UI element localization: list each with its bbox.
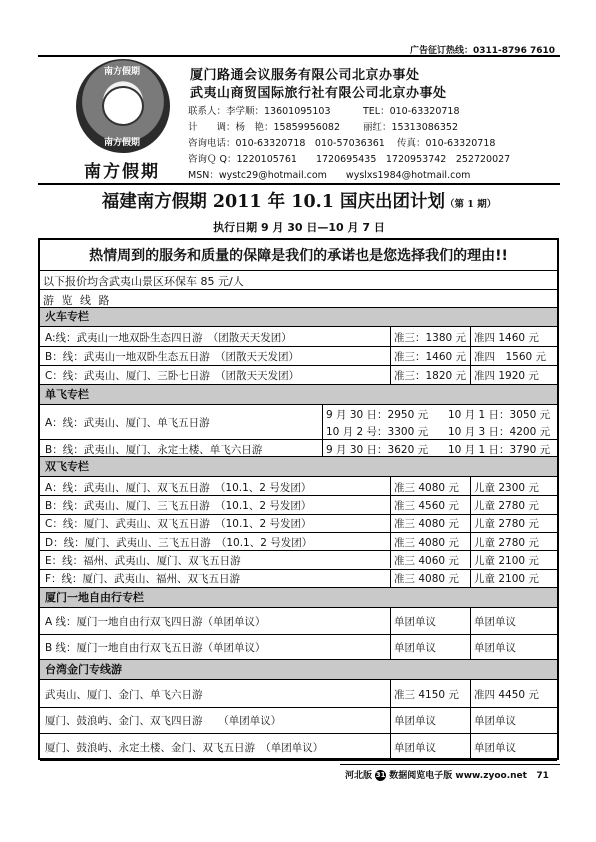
double-price-1: 准三 4560 元 bbox=[394, 499, 459, 512]
free-col-divider bbox=[470, 634, 471, 660]
train-price-1: 准三：1460 元 bbox=[394, 351, 467, 363]
train-col-divider bbox=[390, 365, 391, 384]
train-row-divider bbox=[40, 346, 557, 347]
double-price-1: 准三 4080 元 bbox=[394, 536, 459, 549]
double-price-2: 儿童 2100 元 bbox=[474, 554, 539, 567]
double-col-divider bbox=[470, 550, 471, 568]
double-price-2: 儿童 2780 元 bbox=[474, 536, 539, 549]
single-route: B：线：武夷山、厦门、永定土楼、单飞六日游 bbox=[45, 444, 263, 456]
contact-qq: 咨询Ｑ Q：1220105761 1720695435 1720953742 252720027 bbox=[188, 154, 511, 165]
page-title bbox=[38, 188, 560, 213]
double-row-divider bbox=[40, 550, 557, 551]
section-train: 火车专栏 bbox=[40, 307, 557, 327]
routes-header: 游 览 线 路 bbox=[43, 294, 112, 307]
single-col-divider bbox=[322, 405, 323, 441]
train-price-1: 准三：1380 元 bbox=[394, 332, 467, 344]
taiwan-col-divider bbox=[390, 707, 391, 734]
free-price-1: 单团单议 bbox=[394, 641, 436, 654]
free-col-divider bbox=[470, 608, 471, 634]
contact-planner: 计 调：杨 艳：15859956082 bbox=[188, 122, 340, 133]
contact-msn: MSN：wystc29@hotmail.com wyslxs1984@hotmail.com bbox=[188, 170, 471, 181]
double-row-divider bbox=[40, 495, 557, 496]
issue-number: （第 1 期） bbox=[444, 199, 497, 210]
train-price-2: 准四 1560 元 bbox=[474, 351, 547, 363]
footer-badge: 31 bbox=[375, 771, 386, 779]
taiwan-col-divider bbox=[470, 707, 471, 734]
double-route: B：线：武夷山、厦门、三飞五日游 （10.1、2 号发团） bbox=[45, 499, 312, 512]
free-col-divider bbox=[390, 634, 391, 660]
taiwan-col-divider bbox=[470, 680, 471, 707]
double-col-divider bbox=[470, 477, 471, 495]
slogan: 热情周到的服务和质量的保障是我们的承诺也是您选择我们的理由!! bbox=[40, 242, 557, 271]
single-date-price: 10 月 1 日：3790 元 bbox=[448, 444, 551, 456]
page-number: 71 bbox=[536, 771, 549, 781]
divider bbox=[40, 289, 557, 290]
contact-person: 联系人：李学顺：13601095103 bbox=[188, 106, 331, 117]
double-col-divider bbox=[390, 514, 391, 532]
single-row-divider bbox=[40, 439, 557, 440]
train-col-divider bbox=[470, 346, 471, 365]
contact-phone: 咨询电话：010-63320718 010-57036361 bbox=[188, 138, 385, 149]
free-route: B 线：厦门一地自由行双飞五日游（单团单议） bbox=[45, 641, 266, 654]
double-route: D：线：厦门、武夷山、三飞五日游 （10.1、2 号发团） bbox=[45, 536, 313, 549]
double-col-divider bbox=[470, 495, 471, 513]
title-text: 福建南方假期 2011 年 10.1 国庆出团计划 bbox=[101, 192, 445, 212]
ad-hotline: 广告征订热线：0311-8796 7610 bbox=[410, 46, 556, 56]
taiwan-price-1: 单团单议 bbox=[394, 741, 436, 754]
logo-arc-top: 南方假期 bbox=[104, 67, 141, 77]
taiwan-price-1: 单团单议 bbox=[394, 715, 436, 728]
double-col-divider bbox=[390, 495, 391, 513]
taiwan-price-2: 单团单议 bbox=[474, 715, 516, 728]
double-price-2: 儿童 2300 元 bbox=[474, 481, 539, 494]
double-route: F：线：厦门、武夷山、福州、双飞五日游 bbox=[45, 573, 241, 586]
double-row-divider bbox=[40, 532, 557, 533]
single-col-divider bbox=[322, 439, 323, 456]
single-route: A：线：武夷山、厦门、单飞五日游 bbox=[45, 417, 210, 429]
train-col-divider bbox=[470, 327, 471, 346]
section-single-fly: 单飞专栏 bbox=[40, 384, 557, 405]
train-col-divider bbox=[390, 346, 391, 365]
train-route: A:线：武夷山一地双卧生态四日游 （团散天天发团） bbox=[45, 332, 292, 344]
contact-lihong: 丽红：15313086352 bbox=[363, 122, 458, 133]
double-route: E：线：福州、武夷山、厦门、双飞五日游 bbox=[45, 554, 241, 567]
double-price-2: 儿童 2100 元 bbox=[474, 573, 539, 586]
train-route: B：线：武夷山一地双卧生态五日游 （团散天天发团） bbox=[45, 351, 299, 363]
single-date-price: 9 月 30 日：2950 元 bbox=[326, 409, 429, 421]
double-row-divider bbox=[40, 514, 557, 515]
double-price-1: 准三 4060 元 bbox=[394, 554, 459, 567]
taiwan-col-divider bbox=[390, 680, 391, 707]
execution-date: 执行日期 9 月 30 日—10 月 7 日 bbox=[213, 221, 385, 234]
double-price-1: 准三 4080 元 bbox=[394, 481, 459, 494]
free-price-1: 单团单议 bbox=[394, 616, 436, 629]
train-col-divider bbox=[470, 365, 471, 384]
double-price-2: 儿童 2780 元 bbox=[474, 518, 539, 531]
single-date-price: 10 月 3 日：4200 元 bbox=[448, 426, 551, 438]
taiwan-price-2: 准四 4450 元 bbox=[474, 688, 539, 701]
double-col-divider bbox=[390, 477, 391, 495]
contact-tel: TEL：010-63320718 bbox=[363, 106, 460, 117]
header-rule bbox=[38, 183, 560, 185]
train-price-1: 准三：1820 元 bbox=[394, 370, 467, 382]
double-col-divider bbox=[390, 569, 391, 587]
taiwan-price-2: 单团单议 bbox=[474, 741, 516, 754]
free-price-2: 单团单议 bbox=[474, 641, 516, 654]
footer-rule bbox=[340, 764, 560, 765]
double-price-1: 准三 4080 元 bbox=[394, 518, 459, 531]
taiwan-col-divider bbox=[390, 733, 391, 760]
taiwan-route: 武夷山、厦门、金门、单飞六日游 bbox=[45, 688, 203, 701]
logo-emblem-icon bbox=[102, 86, 144, 126]
logo-name: 南方假期 bbox=[84, 162, 160, 182]
double-price-1: 准三 4080 元 bbox=[394, 573, 459, 586]
logo-arc-bottom: 南方假期 bbox=[104, 138, 141, 148]
double-col-divider bbox=[470, 514, 471, 532]
price-note: 以下报价均含武夷山景区环保车 85 元/人 bbox=[43, 275, 244, 288]
double-route: C：线：厦门、武夷山、双飞五日游 （10.1、2 号发团） bbox=[45, 518, 312, 531]
single-date-price: 10 月 1 日：3050 元 bbox=[448, 409, 551, 421]
company-line-2: 武夷山商贸国际旅行社有限公司北京办事处 bbox=[190, 86, 447, 101]
taiwan-price-1: 准三 4150 元 bbox=[394, 688, 459, 701]
footer-region: 河北版 bbox=[345, 771, 373, 781]
contact-fax: 传真：010-63320718 bbox=[397, 138, 496, 149]
double-col-divider bbox=[390, 532, 391, 550]
train-row-divider bbox=[40, 365, 557, 366]
train-route: C：线：武夷山、厦门、三卧七日游 （团散天天发团） bbox=[45, 370, 300, 382]
free-row-divider bbox=[40, 634, 557, 635]
taiwan-row-divider bbox=[40, 707, 557, 708]
free-col-divider bbox=[390, 608, 391, 634]
top-rule bbox=[38, 55, 560, 57]
single-date-price: 10 月 2 号：3300 元 bbox=[326, 426, 429, 438]
double-col-divider bbox=[390, 550, 391, 568]
double-route: A：线：武夷山、厦门、双飞五日游 （10.1、2 号发团） bbox=[45, 481, 312, 494]
single-date-price: 9 月 30 日：3620 元 bbox=[326, 444, 429, 456]
section-xiamen-free: 厦门一地自由行专栏 bbox=[40, 587, 557, 608]
double-col-divider bbox=[470, 569, 471, 587]
free-route: A 线：厦门一地自由行双飞四日游（单团单议） bbox=[45, 616, 266, 629]
free-price-2: 单团单议 bbox=[474, 616, 516, 629]
section-taiwan: 台湾金门专线游 bbox=[40, 659, 557, 680]
double-price-2: 儿童 2780 元 bbox=[474, 499, 539, 512]
taiwan-row-divider bbox=[40, 760, 557, 761]
train-price-2: 准四 1920 元 bbox=[474, 370, 539, 382]
taiwan-route: 厦门、鼓浪屿、永定土楼、金门、双飞五日游 （单团单议） bbox=[45, 741, 324, 754]
page-footer bbox=[345, 768, 549, 781]
taiwan-route: 厦门、鼓浪屿、金门、双飞四日游 （单团单议） bbox=[45, 715, 282, 728]
train-price-2: 准四 1460 元 bbox=[474, 332, 539, 344]
double-col-divider bbox=[470, 532, 471, 550]
company-line-1: 厦门路通会议服务有限公司北京办事处 bbox=[190, 68, 420, 83]
train-col-divider bbox=[390, 327, 391, 346]
double-row-divider bbox=[40, 569, 557, 570]
section-double-fly: 双飞专栏 bbox=[40, 456, 557, 477]
taiwan-row-divider bbox=[40, 733, 557, 734]
taiwan-col-divider bbox=[470, 733, 471, 760]
footer-text: 数据阅览电子版 www.zyoo.net bbox=[389, 771, 527, 781]
